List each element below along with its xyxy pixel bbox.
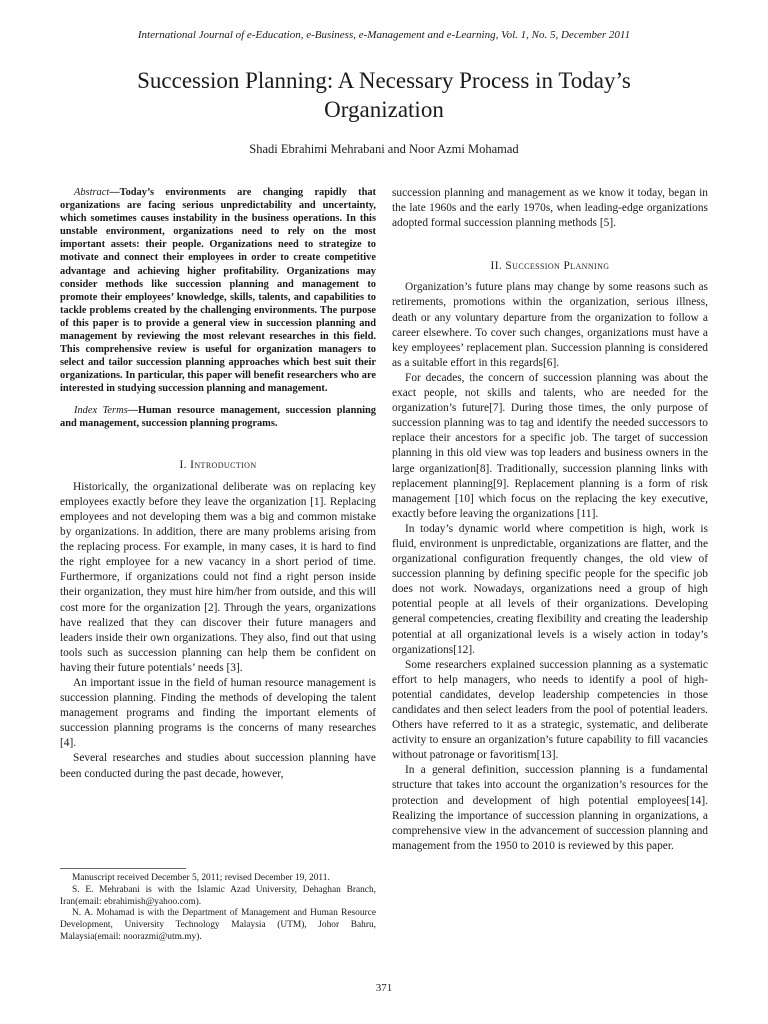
footnote-divider	[60, 868, 186, 869]
index-terms-label: Index Terms	[74, 404, 128, 416]
left-column	[60, 186, 376, 782]
sp-paragraph-1: Organization’s future plans may change by some reasons such as retirements, promotions within the organization, serious illness, death or any voluntary departure from the organization to follow a career elsewhere. To cover such changes, organizations must have a key employees’ replacement plan. Succession planning is considered as a suitable effort in this regards[6].	[392, 281, 708, 369]
intro-paragraph-3: Several researches and studies about succession planning have been conducted during the past decade, however,	[60, 752, 376, 780]
index-terms-dash: —	[127, 404, 139, 416]
journal-header: International Journal of e-Education, e-Business, e-Management and e-Learning, Vol. 1, No. 5, December 2011	[137, 29, 631, 41]
paper-title-line1: Succession Planning: A Necessary Process in Today’s	[137, 68, 631, 93]
footnote-author-2: N. A. Mohamad is with the Department of Management and Human Resource Development, University Technology Malaysia (UTM), Johor Bahru, Malaysia(email: noorazmi@utm.my).	[60, 908, 376, 942]
abstract-dash: —	[109, 187, 120, 198]
index-terms-text: Human resource management, succession planning and management, succession planning programs.	[60, 404, 376, 429]
footnote-manuscript: Manuscript received December 5, 2011; revised December 19, 2011.	[72, 873, 330, 883]
right-column	[392, 186, 708, 854]
section-heading-introduction: I. Introduction	[179, 458, 257, 471]
paper-title-line2: Organization	[324, 97, 444, 122]
authors: Shadi Ebrahimi Mehrabani and Noor Azmi Mohamad	[249, 142, 519, 156]
footnote-author-1: S. E. Mehrabani is with the Islamic Azad University, Dehaghan Branch, Iran(email: ebrahimish@yahoo.com).	[60, 884, 376, 907]
section-heading-succession-planning: II. Succession Planning	[490, 260, 610, 273]
sp-paragraph-2: For decades, the concern of succession planning was about the exact people, not skills and talents, who are needed for the organization’s future[7]. During those times, the only purpose of succession planning was to tag and identify the needed successors to replace their ancestors for a specific job. The target of succession planning in this old view was top leaders and business owners in the large organization[8]. Traditionally, succession planning links with replacement planning[9]. Replacement planning is a form of risk management [10] which focus on the replacing the key executive, exactly before leaving the organizations [11].	[392, 371, 708, 520]
abstract	[60, 186, 376, 396]
sp-paragraph-4: Some researchers explained succession planning as a systematic effort to help managers, who needs to identify a pool of high-potential candidates, develop leadership competencies in those candidates and then select leaders from the pool of potential leaders. Others have referred to it as a strategic, systematic, and deliberate activity to ensure an organization’s future capability to fill vacancies without patronage or favoritism[13].	[392, 658, 708, 762]
abstract-text: Today’s environments are changing rapidly that organizations are facing serious unpredictability and uncertainty, which sometimes causes instability in the business operations. In this unstable environment, organizations need to rely on the most important assets: their people. Organizations need to strategize to motivate and connect their employees in order to create competitive advantage and achieving higher profitability. Organizations may consider methods like succession planning and management to promote their employees’ knowledge, skills, talents, and capabilities to tackle problems created by the challenging environments. The purpose of this paper is to provide a general view in succession planning and management by reviewing the most relevant researches in this field. This comprehensive review is useful for organization managers to select and tailor succession planning approaches which best suit their organizations. In particular, this paper will benefit researchers who are interested in studying succession planning and management.	[60, 187, 376, 395]
index-terms	[60, 404, 376, 430]
paper-title	[60, 66, 708, 124]
footnotes	[60, 868, 376, 944]
intro-paragraph-2: An important issue in the field of human resource management is succession planning. Finding the methods of developing the talent management programs and finding the important elements of succession planning programs is the concerns of many researches [4].	[60, 677, 376, 750]
sp-paragraph-3: In today’s dynamic world where competition is high, work is fluid, environment is unpredictable, organizations are flatter, and the organizational configuration frequently changes, the old view of succession planning by defining specific people for the specific job does not work. Nowadays, organizations need a group of high potential people at all levels of their organizations. Developing general competencies, creating flexibility and creating the leadership potential at all organizational levels is a wisely action in today’s organizations[12].	[392, 522, 708, 656]
page-number: 371	[375, 982, 393, 994]
sp-paragraph-5: In a general definition, succession planning is a fundamental structure that takes into account the organization’s resources for the protection and development of high potential employees[14]. Realizing the importance of succession planning in organizations, a comprehensive view in the advancement of succession planning and management from the 1950 to 2010 is reviewed by this paper.	[392, 764, 708, 852]
continuation-paragraph: succession planning and management as we know it today, began in the late 1960s and the early 1970s, when leading-edge organizations adopted formal succession planning methods [5].	[392, 187, 708, 230]
abstract-label: Abstract	[74, 187, 110, 198]
intro-paragraph-1: Historically, the organizational deliberate was on replacing key employees exactly before they leave the organization [1]. Replacing employees and not developing them was a big and common mistake by organizations. In addition, there are many problems arising from the replacing process. For example, in many cases, it is hard to find the right employee for a new vacancy in a short period of time. Furthermore, if organizations could not find a right person inside their organization, they must hire him/her from outside, and this will cost more for the organization [2]. Through the years, organizations have realized that they can discover their future managers and leaders inside their own organizations. They also, find out that using tools such as succession planning can help them be confident on having their future potentials’ needs [3].	[60, 480, 376, 674]
